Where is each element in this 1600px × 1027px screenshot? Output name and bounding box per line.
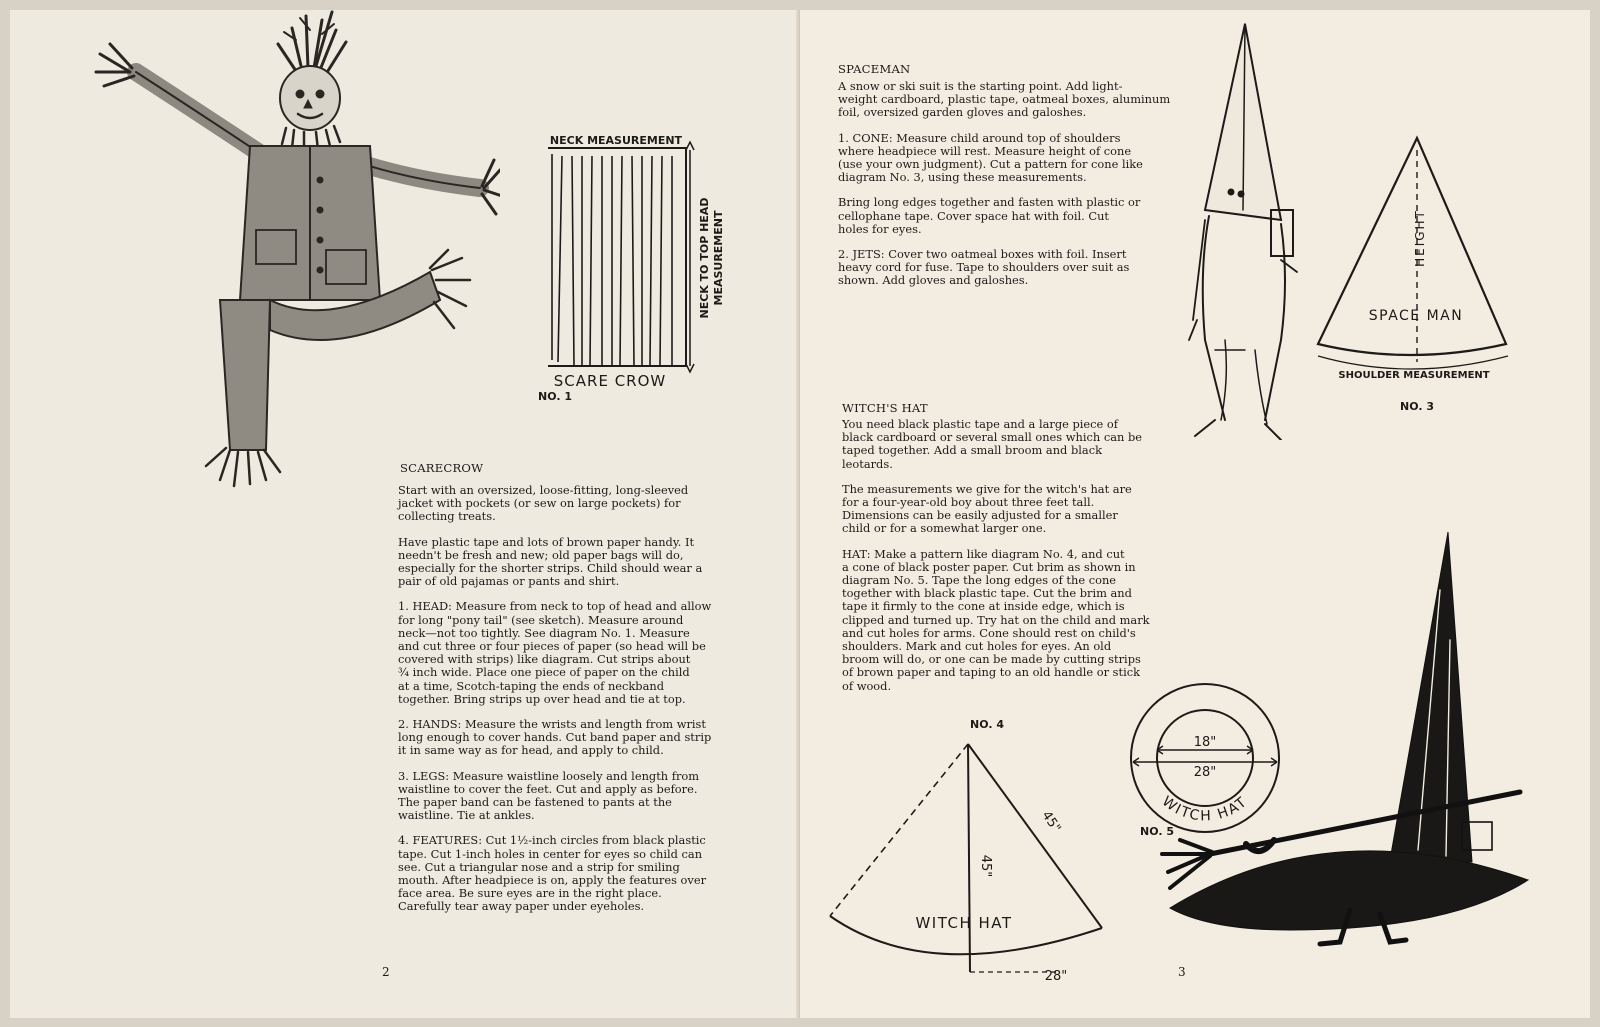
scarecrow-intro: Start with an oversized, loose-fitting, long-sleeved jacket with pockets (or sew on large pockets) for collecting treats. — [398, 483, 689, 524]
spaceman-cone-step: 1. CONE: Measure child around top of shoulders where headpiece will rest. Measure height of cone (use your own judgment). Cut a pattern for cone like diagram No. 3, using these measurements. — [838, 130, 1143, 185]
scarecrow-body — [398, 484, 728, 926]
scarecrow-illustration — [70, 10, 500, 490]
spaceman-illustration — [1185, 20, 1305, 440]
witch-illustration — [1150, 530, 1530, 950]
diagram-4-title: WITCH HAT — [915, 914, 1013, 932]
diagram-1-top-label: NECK MEASUREMENT — [549, 134, 683, 147]
scarecrow-hands-step: 2. HANDS: Measure the wrists and length from wrist long enough to cover hands. Cut band paper and strip it in same way as for head, and apply to child. — [398, 717, 712, 758]
witch-heading: WITCH'S HAT — [842, 401, 928, 415]
spaceman-body — [838, 80, 1178, 300]
page-number-left: 2 — [382, 965, 390, 979]
scarecrow-heading: SCARECROW — [400, 461, 484, 475]
diagram-4-vertical-label: 45" — [978, 854, 993, 878]
spaceman-intro: A snow or ski suit is the starting point. Add light- weight cardboard, plastic tape, oatmeal boxes, aluminum foil, oversized garden gloves and galoshes. — [838, 79, 1171, 120]
diagram-1-title: SCARE CROW — [553, 372, 667, 390]
scarecrow-supplies: Have plastic tape and lots of brown paper handy. It needn't be fresh and new; old paper bags will do, especially for the shorter strips. Child should wear a pair of old pajamas or pants and shirt. — [398, 534, 703, 589]
scarecrow-features-step: 4. FEATURES: Cut 1½-inch circles from black plastic tape. Cut 1-inch holes in center for eyes so child can see. Cut a triangular nose and a strip for smiling mouth. After headpiece is on, apply the features over face area. Be sure eyes are in the right place. Carefully tear away paper under eyeholes. — [398, 833, 707, 914]
diagram-5-outer-label: 28" — [1193, 765, 1217, 780]
diagram-1-number: NO. 1 — [538, 390, 572, 403]
page-number-right: 3 — [1178, 965, 1186, 979]
diagram-3-title: SPACE MAN — [1368, 308, 1464, 324]
spaceman-heading: SPACEMAN — [838, 62, 911, 76]
diagram-4-slant-label: 45" — [1038, 808, 1064, 836]
diagram-5-number: NO. 5 — [1140, 825, 1174, 838]
diagram-5-title: WITCH HAT — [1158, 793, 1252, 825]
left-page — [10, 10, 800, 1018]
witch-supplies: You need black plastic tape and a large piece of black cardboard or several small ones which can be taped together. Add a small broom and black leotards. — [842, 417, 1142, 471]
diagram-1-scarecrow-pattern — [530, 130, 730, 410]
spaceman-assembly: Bring long edges together and fasten with plastic or cellophane tape. Cover space hat with foil. Cut holes for eyes. — [838, 195, 1141, 236]
scarecrow-head-step: 1. HEAD: Measure from neck to top of head and allow for long "pony tail" (see sketch). Measure around neck—not too tightly. See diagram No. 1. Measure and cut three or four pieces of paper (so head will be covered with strips) like diagram. Cut strips about ¾ inch wide. Place one piece of paper on the child at a time, Scotch-taping the ends of neckband together. Bring strips up over head and tie at top. — [398, 599, 712, 706]
diagram-5-inner-label: 18" — [1193, 735, 1217, 750]
diagram-4-number: NO. 4 — [970, 718, 1004, 731]
diagram-4-witch-hat-pattern — [820, 736, 1120, 986]
diagram-3-spaceman-cone — [1310, 130, 1520, 380]
right-page — [800, 10, 1590, 1018]
scarecrow-legs-step: 3. LEGS: Measure waistline loosely and length from waistline to cover the feet. Cut and apply as before. The paper band can be fastened to pants at the waistline. Tie at ankles. — [398, 768, 700, 823]
diagram-4-base-label: 28" — [1044, 969, 1068, 984]
witch-hat-step: HAT: Make a pattern like diagram No. 4, and cut a cone of black poster paper. Cut brim as shown in diagram No. 5. Tape the long edges of the cone together with black plastic tape. Cut the brim and tape it firmly to the cone at inside edge, which is clipped and turned up. Try hat on the child and mark and cut holes for arms. Cone should rest on child's shoulders. Mark and cut holes for eyes. An old broom will do, or one can be made by cutting strips of brown paper and taping to an old handle or stick of wood. — [842, 546, 1150, 693]
spaceman-jets-step: 2. JETS: Cover two oatmeal boxes with foil. Insert heavy cord for fuse. Tape to shoulders over suit as shown. Add gloves and galoshes. — [838, 247, 1130, 288]
witch-measurements-note: The measurements we give for the witch's hat are for a four-year-old boy about three feet tall. Dimensions can be easily adjusted for a smaller child or for a somewhat larger one. — [842, 481, 1132, 536]
diagram-3-number: NO. 3 — [1400, 400, 1434, 413]
witch-body — [842, 418, 1162, 705]
diagram-3-base-label: SHOULDER MEASUREMENT — [1338, 370, 1490, 380]
diagram-1-side-label-1: NECK TO TOP HEAD — [698, 197, 711, 319]
diagram-3-height-label: HEIGHT — [1413, 209, 1427, 267]
diagram-1-side-label-2: MEASUREMENT — [712, 210, 725, 306]
